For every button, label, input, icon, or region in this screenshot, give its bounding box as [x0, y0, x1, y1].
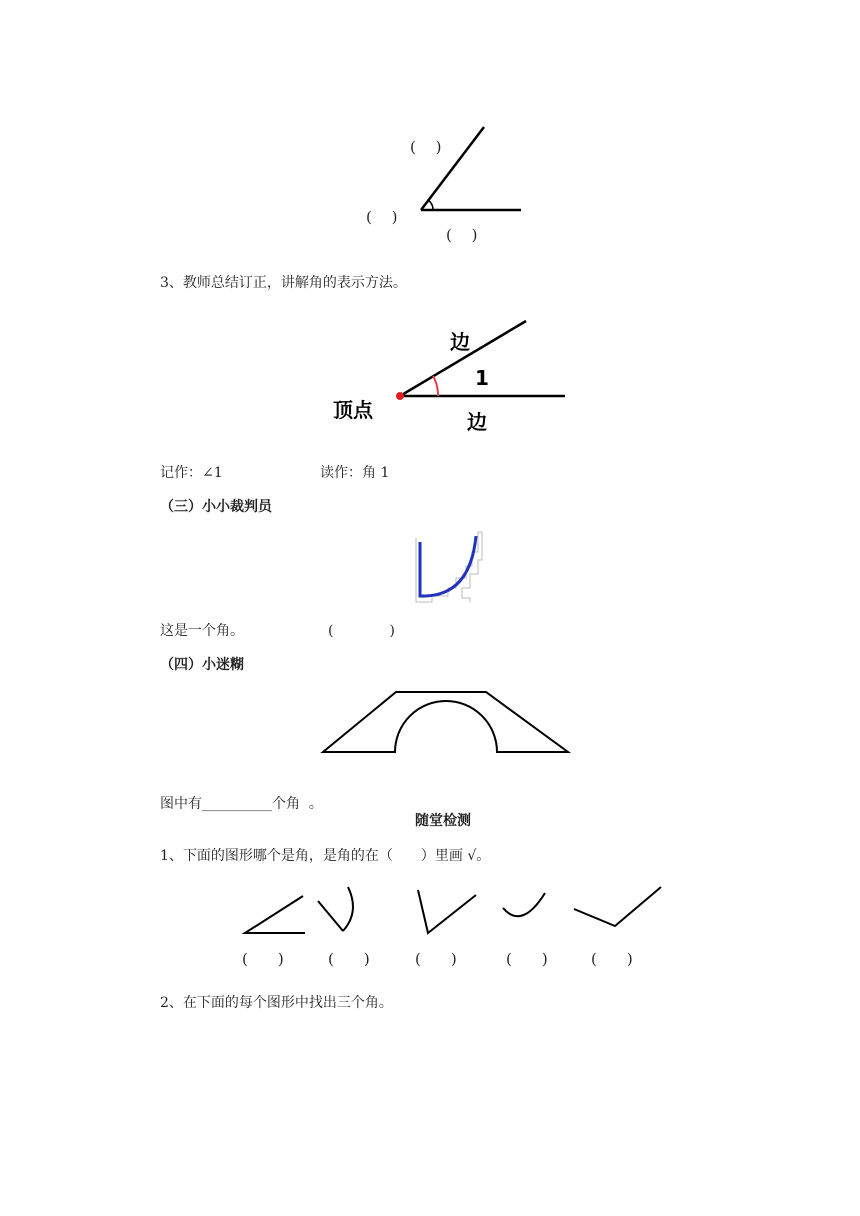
answer-blank: __________: [202, 796, 272, 812]
quiz-figure-4: [503, 893, 545, 916]
blank-paren-upper: ( ): [410, 138, 442, 156]
section3-title: （三）小小裁判员: [160, 499, 272, 515]
step3-text: 3、教师总结订正，讲解角的表示方法。: [160, 275, 407, 291]
quiz-paren-4: ( ): [506, 950, 548, 968]
quiz-paren-5: ( ): [591, 950, 633, 968]
question-suffix: 个角 。: [272, 796, 323, 812]
blank-paren-vertex: ( ): [366, 208, 398, 226]
label-angle-1: 1: [475, 366, 489, 390]
label-side-lower: 边: [467, 410, 487, 434]
quiz-figure-5: [574, 887, 661, 926]
quiz-q1: 1、下面的图形哪个是角，是角的在（ ）里画 √。: [160, 848, 491, 864]
notation-write: 记作：∠1: [160, 465, 223, 481]
quiz-figure-3: [418, 890, 476, 933]
label-side-upper: 边: [450, 330, 470, 354]
quiz-paren-2: ( ): [328, 950, 370, 968]
quiz-title: 随堂检测: [415, 813, 471, 829]
quiz-paren-1: ( ): [242, 950, 284, 968]
quiz-figure-2: [318, 887, 353, 931]
section3-statement: 这是一个角。: [160, 623, 244, 639]
label-vertex: 顶点: [333, 398, 373, 422]
quiz-paren-3: ( ): [415, 950, 457, 968]
section3-answer-paren: ( ): [328, 623, 395, 639]
notation-read: 读作：角 1: [320, 465, 390, 481]
blank-paren-lower: ( ): [446, 226, 478, 244]
question-prefix: 图中有: [160, 796, 202, 812]
quiz-q2: 2、在下面的每个图形中找出三个角。: [160, 995, 393, 1011]
quiz-figure-1: [245, 896, 305, 933]
section4-title: （四）小迷糊: [160, 657, 244, 673]
